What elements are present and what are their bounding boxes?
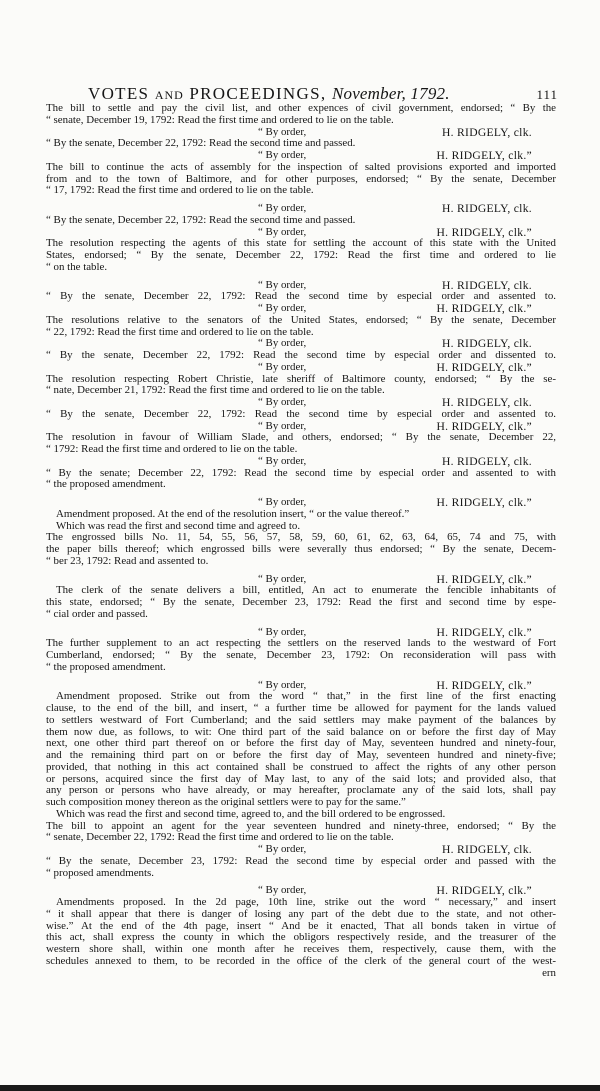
- clerk-signature: H. RIDGELY, clk.”: [436, 678, 532, 692]
- clerk-signature: H. RIDGELY, clk.”: [436, 884, 532, 898]
- text-line: States, endorsed; “ By the senate, December 22, 1792: Read the first time and ordered to lie: [46, 250, 556, 261]
- by-order-text: “ By order,: [258, 843, 307, 855]
- text-line: Which was read the first and second time and agreed to.: [56, 520, 301, 532]
- text-line: “ By the senate, December 22, 1792: Read the second time by especial order and dissented to.: [46, 350, 556, 361]
- signature-line: [46, 574, 556, 586]
- text-line: “ proposed amendments.: [46, 867, 154, 879]
- text-line: The bill to settle and pay the civil list, and other expences of civil government, endorsed; “ By the: [46, 103, 556, 114]
- by-order-text: “ By order,: [258, 202, 307, 214]
- signature-line: [46, 497, 556, 509]
- clerk-signature: H. RIDGELY, clk.”: [436, 572, 532, 586]
- by-order-text: “ By order,: [258, 884, 307, 897]
- text-line: The resolution respecting Robert Christie, late sheriff of Baltimore county, endorsed; “ By the se-: [46, 373, 556, 385]
- signature-line: [46, 150, 556, 162]
- clerk-signature: H. RIDGELY, clk.: [441, 843, 532, 856]
- text-line: clause, to the end of the bill, and insert, “ a further time be allowed for payment for the lands valued: [46, 703, 556, 714]
- title-date: November, 1792.: [331, 84, 450, 103]
- by-order-text: “ By order,: [258, 496, 307, 508]
- document-body: [46, 103, 556, 979]
- clerk-signature: H. RIDGELY, clk.: [441, 202, 532, 215]
- signature-line: [46, 844, 556, 856]
- text-line: “ 1792: Read the first time and ordered to lie on the table.: [46, 444, 298, 455]
- text-line: The resolutions relative to the senators of the United States, endorsed; “ By the senate, December: [46, 314, 556, 326]
- by-order-text: “ By order,: [258, 337, 307, 350]
- text-line: The engrossed bills No. 11, 54, 55, 56, 57, 58, 59, 60, 61, 62, 63, 64, 65, 74 and 75, with: [46, 532, 556, 544]
- by-order-text: “ By order,: [258, 149, 307, 161]
- by-order-text: “ By order,: [258, 278, 307, 291]
- signature-line: [46, 303, 556, 315]
- text-line: “ the proposed amendment.: [46, 479, 166, 491]
- clerk-signature: H. RIDGELY, clk.”: [436, 360, 532, 374]
- text-line: “ senate, December 19, 1792: Read the first time and ordered to lie on the table.: [46, 114, 394, 126]
- clerk-signature: H. RIDGELY, clk.”: [436, 496, 532, 509]
- by-order-text: “ By order,: [258, 454, 307, 467]
- text-line: “ 22, 1792: Read the first time and ordered to lie on the table.: [46, 326, 314, 338]
- clerk-signature: H. RIDGELY, clk.: [441, 337, 532, 351]
- text-line: from and to the town of Baltimore, and for other purposes, endorsed; “ By the senate, December: [46, 173, 556, 185]
- scan-edge: [0, 1085, 600, 1091]
- text-line: “ By the senate, December 23, 1792: Read the second time by especial order and passed with the: [46, 855, 556, 867]
- signature-line: [46, 362, 556, 374]
- text-line: “ 17, 1792: Read the first time and ordered to lie on the table.: [46, 185, 314, 197]
- text-line: to settlers westward of Fort Cumberland; and the said settlers may make payment of the balances by: [46, 714, 556, 726]
- text-line: them now due, as follows, to wit: One third part of the said balance on or before the first day of May: [46, 726, 556, 738]
- by-order-text: “ By order,: [258, 572, 307, 585]
- signature-line: [46, 127, 556, 139]
- signature-line: [46, 227, 556, 239]
- text-line: The resolution in favour of William Slade, and others, endorsed; “ By the senate, December 22,: [46, 432, 556, 444]
- text-line: “ cial order and passed.: [46, 608, 148, 620]
- clerk-signature: H. RIDGELY, clk.”: [436, 419, 532, 433]
- text-line: or persons, acquired since the first day of May last, to any of the said lots; and provided also, that: [46, 773, 556, 785]
- text-line: Amendment proposed. Strike out from the word “ that,” in the first line of the first enacting: [56, 691, 556, 703]
- text-line: wise.” At the end of the 4th page, insert “ And be it enacted, That all bonds taken in virtue of: [46, 920, 556, 932]
- text-line: provided, that nothing in this act contained shall be construed to affect the rights of any other person: [46, 761, 556, 773]
- signature-line: [46, 885, 556, 897]
- text-line: “ nate, December 21, 1792: Read the first time and ordered to lie on the table.: [46, 385, 385, 397]
- by-order-text: “ By order,: [258, 360, 307, 373]
- by-order-text: “ By order,: [258, 396, 307, 408]
- clerk-signature: H. RIDGELY, clk.: [441, 278, 532, 292]
- text-line: “ it shall appear that there is danger of losing any part of the debt due to the state, and not other-: [46, 908, 556, 920]
- text-line: “ senate, December 22, 1792: Read the first time and ordered to lie on the table.: [46, 832, 394, 844]
- text-line: The resolution respecting the agents of this state for settling the account of this state with the United: [46, 238, 556, 250]
- clerk-signature: H. RIDGELY, clk.: [441, 454, 532, 468]
- text-line: “ By the senate, December 22, 1792: Read the second time and passed.: [46, 138, 356, 150]
- clerk-signature: H. RIDGELY, clk.”: [436, 225, 532, 239]
- text-line: western shore shall, within one month after he receives them, respectively, cause them, with the: [46, 944, 556, 955]
- text-line: and the remaining third part on or before the first day of May, seventeen hundred and ninety-five;: [46, 750, 556, 761]
- text-line: “ the proposed amendment.: [46, 661, 166, 673]
- title-and: AND: [154, 88, 184, 102]
- page-title: [88, 84, 450, 104]
- page-number: 111: [536, 87, 558, 102]
- text-line: “ ber 23, 1792: Read and assented to.: [46, 555, 209, 567]
- text-line: Amendments proposed. In the 2d page, 10th line, strike out the word “ necessary,” and insert: [56, 897, 556, 908]
- by-order-text: “ By order,: [258, 419, 307, 432]
- signature-line: [46, 456, 556, 468]
- text-line: “ By the senate, December 22, 1792: Read the second time by especial order and assented to.: [46, 291, 556, 303]
- text-line: Which was read the first and second time, agreed to, and the bill ordered to be engrossed.: [56, 808, 446, 820]
- text-line: Cumberland, endorsed; “ By the senate, December 23, 1792: On reconsideration will pass with: [46, 650, 556, 661]
- by-order-text: “ By order,: [258, 125, 307, 138]
- text-line: next, one other third part thereof on or before the first day of May, seventeen hundred and ninety-four,: [46, 738, 556, 750]
- text-line: schedules annexed to them, to be recorded in the office of the clerk of the general court of the west-: [46, 955, 556, 967]
- signature-line: [46, 338, 556, 350]
- text-line: “ By the senate; December 22, 1792: Read the second time by especial order and assented to with: [46, 467, 556, 479]
- signature-line: [46, 680, 556, 692]
- text-line: the paper bills thereof; which engrossed bills were severally thus endorsed; “ By the senate, Decem-: [46, 544, 556, 555]
- by-order-text: “ By order,: [258, 225, 307, 238]
- text-line: The bill to appoint an agent for the year seventeen hundred and ninety-three, endorsed; “ By the: [46, 820, 556, 832]
- clerk-signature: H. RIDGELY, clk.: [441, 396, 532, 409]
- text-line: “ By the senate, December 22, 1792: Read the second time by especial order and assented to.: [46, 408, 556, 420]
- text-line: “ on the table.: [46, 261, 108, 273]
- signature-line: [46, 627, 556, 639]
- text-line: any person or persons who have already, or may hereafter, proclamate any of the said lots, shall pay: [46, 785, 556, 797]
- clerk-signature: H. RIDGELY, clk.”: [436, 149, 532, 162]
- clerk-signature: H. RIDGELY, clk.: [441, 125, 532, 139]
- signature-line: [46, 397, 556, 409]
- catchword: ern: [542, 967, 556, 979]
- by-order-text: “ By order,: [258, 678, 307, 691]
- text-line: such composition money thereon as the original settlers were to pay for the same.”: [46, 797, 406, 808]
- text-line: “ By the senate, December 22, 1792: Read the second time and passed.: [46, 214, 356, 226]
- text-line: The further supplement to an act respecting the settlers on the reserved lands to the westward of Fort: [46, 638, 556, 650]
- title-votes: VOTES: [88, 84, 150, 103]
- by-order-text: “ By order,: [258, 302, 307, 314]
- clerk-signature: H. RIDGELY, clk.”: [436, 302, 532, 315]
- text-line: this state, endorsed; “ By the senate, December 23, 1792: Read the first and second time by espe-: [46, 597, 556, 608]
- signature-line: [46, 280, 556, 292]
- text-line: The clerk of the senate delivers a bill, entitled, An act to enumerate the fencible inhabitants of: [56, 585, 556, 597]
- signature-line: [46, 421, 556, 433]
- title-proceedings: PROCEEDINGS,: [189, 84, 327, 103]
- text-line: The bill to continue the acts of assembly for the inspection of salted provisions exported and imported: [46, 161, 556, 173]
- by-order-text: “ By order,: [258, 625, 307, 638]
- clerk-signature: H. RIDGELY, clk.”: [436, 625, 532, 639]
- signature-line: [46, 203, 556, 215]
- text-line: this act, shall express the county in which the obligors respectively reside, and the treasurer of the: [46, 932, 556, 944]
- text-line: Amendment proposed. At the end of the resolution insert, “ or the value thereof.”: [56, 508, 410, 520]
